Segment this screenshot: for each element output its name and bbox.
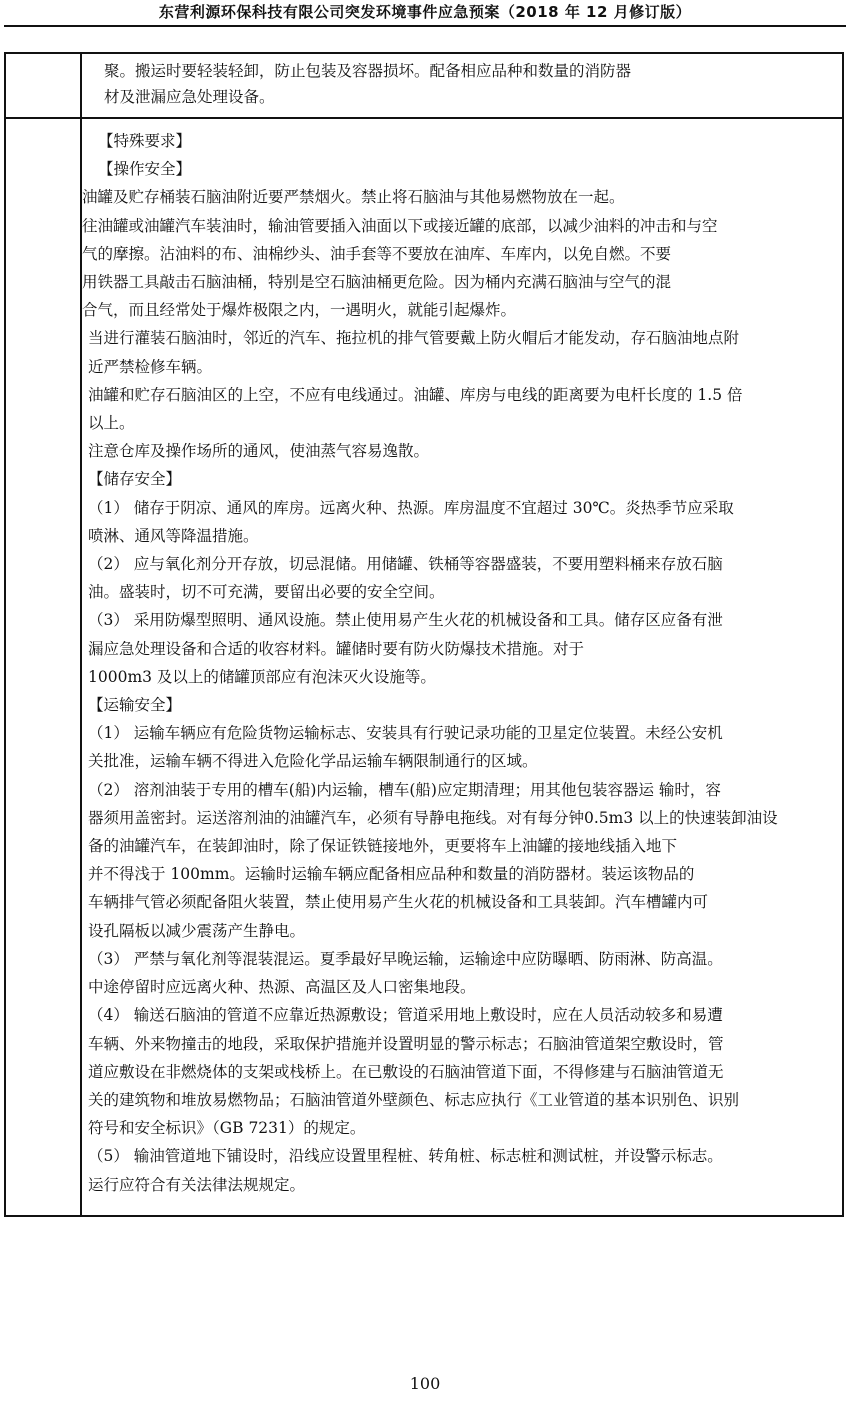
list-item: 中途停留时应远离火种、热源、高温区及人口密集地段。: [88, 978, 476, 997]
content-cell: [82, 119, 842, 1215]
label-cell: [6, 54, 82, 117]
list-item: 器须用盖密封。运送溶剂油的油罐汽车，必须有导静电拖线。对有每分钟0.5m3 以上的快速装卸油设: [88, 808, 778, 827]
list-item: 关批准，运输车辆不得进入危险化学品运输车辆限制通行的区域。: [88, 752, 538, 771]
list-item: （5） 输油管道地下铺设时，沿线应设置里程桩、转角桩、标志桩和测试桩，并设警示标志。: [88, 1147, 723, 1166]
page-header: 东营利源环保科技有限公司突发环境事件应急预案（2018 年 12 月修订版）: [158, 3, 692, 21]
list-item: 漏应急处理设备和合适的收容材料。罐储时要有防火防爆技术措施。对于: [88, 639, 585, 658]
list-item: 符号和安全标识》（GB 7231）的规定。: [88, 1119, 366, 1138]
list-item: （3） 严禁与氧化剂等混装混运。夏季最好早晚运输，运输途中应防曝晒、防雨淋、防高温。: [88, 949, 723, 968]
content-cell: [82, 54, 842, 117]
text-line: 以上。: [88, 414, 135, 433]
text-line: 油罐及贮存桶装石脑油附近要严禁烟火。禁止将石脑油与其他易燃物放在一起。: [82, 188, 625, 207]
list-item: 喷淋、通风等降温措施。: [88, 526, 259, 545]
list-item: 运行应符合有关法律法规规定。: [88, 1175, 306, 1194]
list-item: （4） 输送石脑油的管道不应靠近热源敷设；管道采用地上敷设时，应在人员活动较多和易遭: [88, 1006, 723, 1025]
list-item: 1000m3 及以上的储罐顶部应有泡沫灭火设施等。: [88, 667, 436, 686]
table-row: [6, 117, 842, 1215]
list-item: 道应敷设在非燃烧体的支架或栈桥上。在已敷设的石脑油管道下面，不得修建与石脑油管道无: [88, 1062, 724, 1081]
text-line: 当进行灌装石脑油时，邻近的汽车、拖拉机的排气管要戴上防火帽后才能发动，存石脑油地点附: [88, 329, 740, 348]
text-line: 聚。搬运时要轻装轻卸，防止包装及容器损坏。配备相应品种和数量的消防器: [104, 62, 632, 80]
content-table: [4, 52, 844, 1217]
section-heading-storage: 【储存安全】: [88, 470, 182, 489]
text-line: 油罐和贮存石脑油区的上空，不应有电线通过。油罐、库房与电线的距离要为电杆长度的 1.5 倍: [88, 385, 743, 404]
list-item: （1） 储存于阴凉、通风的库房。远离火种、热源。库房温度不宜超过 30℃。炎热季节应采取: [88, 498, 734, 517]
text-line: 合气，而且经常处于爆炸极限之内，一遇明火，就能引起爆炸。: [82, 301, 517, 320]
text-line: 注意仓库及操作场所的通风，使油蒸气容易逸散。: [88, 442, 430, 461]
list-item: （3） 采用防爆型照明、通风设施。禁止使用易产生火花的机械设备和工具。储存区应备有泄: [88, 611, 723, 630]
list-item: 关的建筑物和堆放易燃物品；石脑油管道外壁颜色、标志应执行《工业管道的基本识别色、识别: [88, 1090, 740, 1109]
list-item: 并不得浅于 100mm。运输时运输车辆应配备相应品种和数量的消防器材。装运该物品的: [88, 865, 695, 884]
list-item: 车辆排气管必须配备阻火装置，禁止使用易产生火花的机械设备和工具装卸。汽车槽罐内可: [88, 893, 709, 912]
section-heading-special: 【特殊要求】: [98, 132, 192, 150]
list-item: （2） 应与氧化剂分开存放，切忌混储。用储罐、铁桶等容器盛装，不要用塑料桶来存放石脑: [88, 555, 723, 574]
text-line: 近严禁检修车辆。: [88, 357, 213, 376]
text-line: 往油罐或油罐汽车装油时，输油管要插入油面以下或接近罐的底部，以减少油料的冲击和与空: [82, 216, 718, 235]
label-cell: [6, 119, 82, 1215]
section-heading-transport: 【运输安全】: [88, 696, 182, 715]
list-item: （2） 溶剂油装于专用的槽车(船)内运输，槽车(船)应定期清理；用其他包装容器运 输时，容: [88, 780, 721, 799]
header-rule: [4, 25, 846, 27]
list-item: （1） 运输车辆应有危险货物运输标志、安装具有行驶记录功能的卫星定位装置。未经公安机: [88, 724, 723, 743]
list-item: 备的油罐汽车，在装卸油时，除了保证铁链接地外，更要将车上油罐的接地线插入地下: [88, 837, 678, 856]
table-row: [6, 54, 842, 117]
page-number: 100: [409, 1374, 441, 1393]
text-line: 气的摩擦。沾油料的布、油棉纱头、油手套等不要放在油库、车库内，以免自燃。不要: [82, 244, 672, 263]
section-heading-operation: 【操作安全】: [98, 160, 192, 179]
list-item: 油。盛装时，切不可充满，要留出必要的安全空间。: [88, 583, 445, 602]
text-line: 材及泄漏应急处理设备。: [104, 88, 275, 106]
text-line: 用铁器工具敲击石脑油桶，特别是空石脑油桶更危险。因为桶内充满石脑油与空气的混: [82, 273, 672, 292]
list-item: 设孔隔板以减少震荡产生静电。: [88, 921, 306, 940]
list-item: 车辆、外来物撞击的地段，采取保护措施并设置明显的警示标志；石脑油管道架空敷设时，管: [88, 1034, 724, 1053]
